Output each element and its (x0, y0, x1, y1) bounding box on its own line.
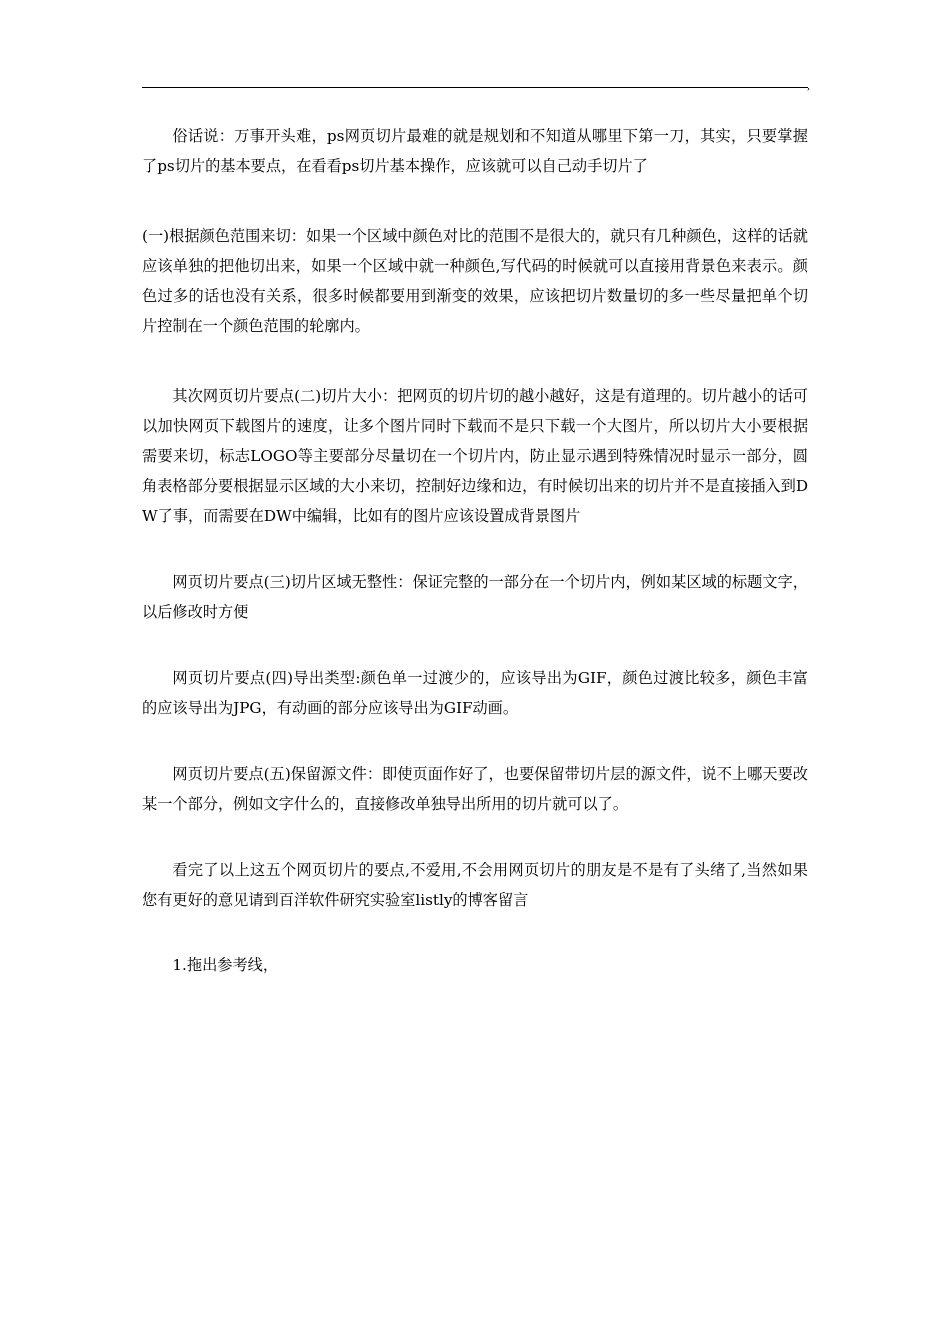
paragraph-intro: 俗话说：万事开头难，ps网页切片最难的就是规划和不知道从哪里下第一刀，其实，只要掌握了ps切片的基本要点，在看看ps切片基本操作，应该就可以自己动手切片了 (142, 127, 808, 175)
paragraph-point-3: 网页切片要点(三)切片区域无整性：保证完整的一部分在一个切片内，例如某区域的标题文字，以后修改时方便 (142, 573, 808, 621)
header-mark: , (807, 81, 811, 92)
paragraph-conclusion: 看完了以上这五个网页切片的要点,不爱用,不会用网页切片的朋友是不是有了头绪了,当然如果您有更好的意见请到百洋软件研究实验室listly的博客留言 (142, 861, 808, 909)
paragraph-point-1: (一)根据颜色范围来切：如果一个区域中颜色对比的范围不是很大的，就只有几种颜色，这样的话就应该单独的把他切出来，如果一个区域中就一种颜色,写代码的时候就可以直接用背景色来表示。颜色过多的话也没有关系，很多时候都要用到渐变的效果，应该把切片数量切的多一些尽量把单个切片控制在一个颜色范围的轮廓内。 (142, 227, 808, 335)
paragraph-step-1: 1.拖出参考线， (172, 956, 279, 974)
paragraph-point-4: 网页切片要点(四)导出类型:颜色单一过渡少的，应该导出为GIF，颜色过渡比较多，颜色丰富的应该导出为JPG，有动画的部分应该导出为GIF动画。 (142, 669, 808, 717)
document-body (142, 121, 808, 980)
paragraph-point-2: 其次网页切片要点(二)切片大小：把网页的切片切的越小越好，这是有道理的。切片越小的话可以加快网页下载图片的速度，让多个图片同时下载而不是只下载一个大图片，所以切片大小要根据需要来切，标志LOGO等主要部分尽量切在一个切片内，防止显示遇到特殊情况时显示一部分，圆角表格部分要根据显示区域的大小来切，控制好边缘和边，有时候切出来的切片并不是直接插入到DW了事，而需要在DW中编辑，比如有的图片应该设置成背景图片 (142, 387, 808, 525)
paragraph-point-5: 网页切片要点(五)保留源文件：即使页面作好了，也要保留带切片层的源文件，说不上哪天要改某一个部分，例如文字什么的，直接修改单独导出所用的切片就可以了。 (142, 765, 808, 813)
header-rule (142, 87, 808, 88)
